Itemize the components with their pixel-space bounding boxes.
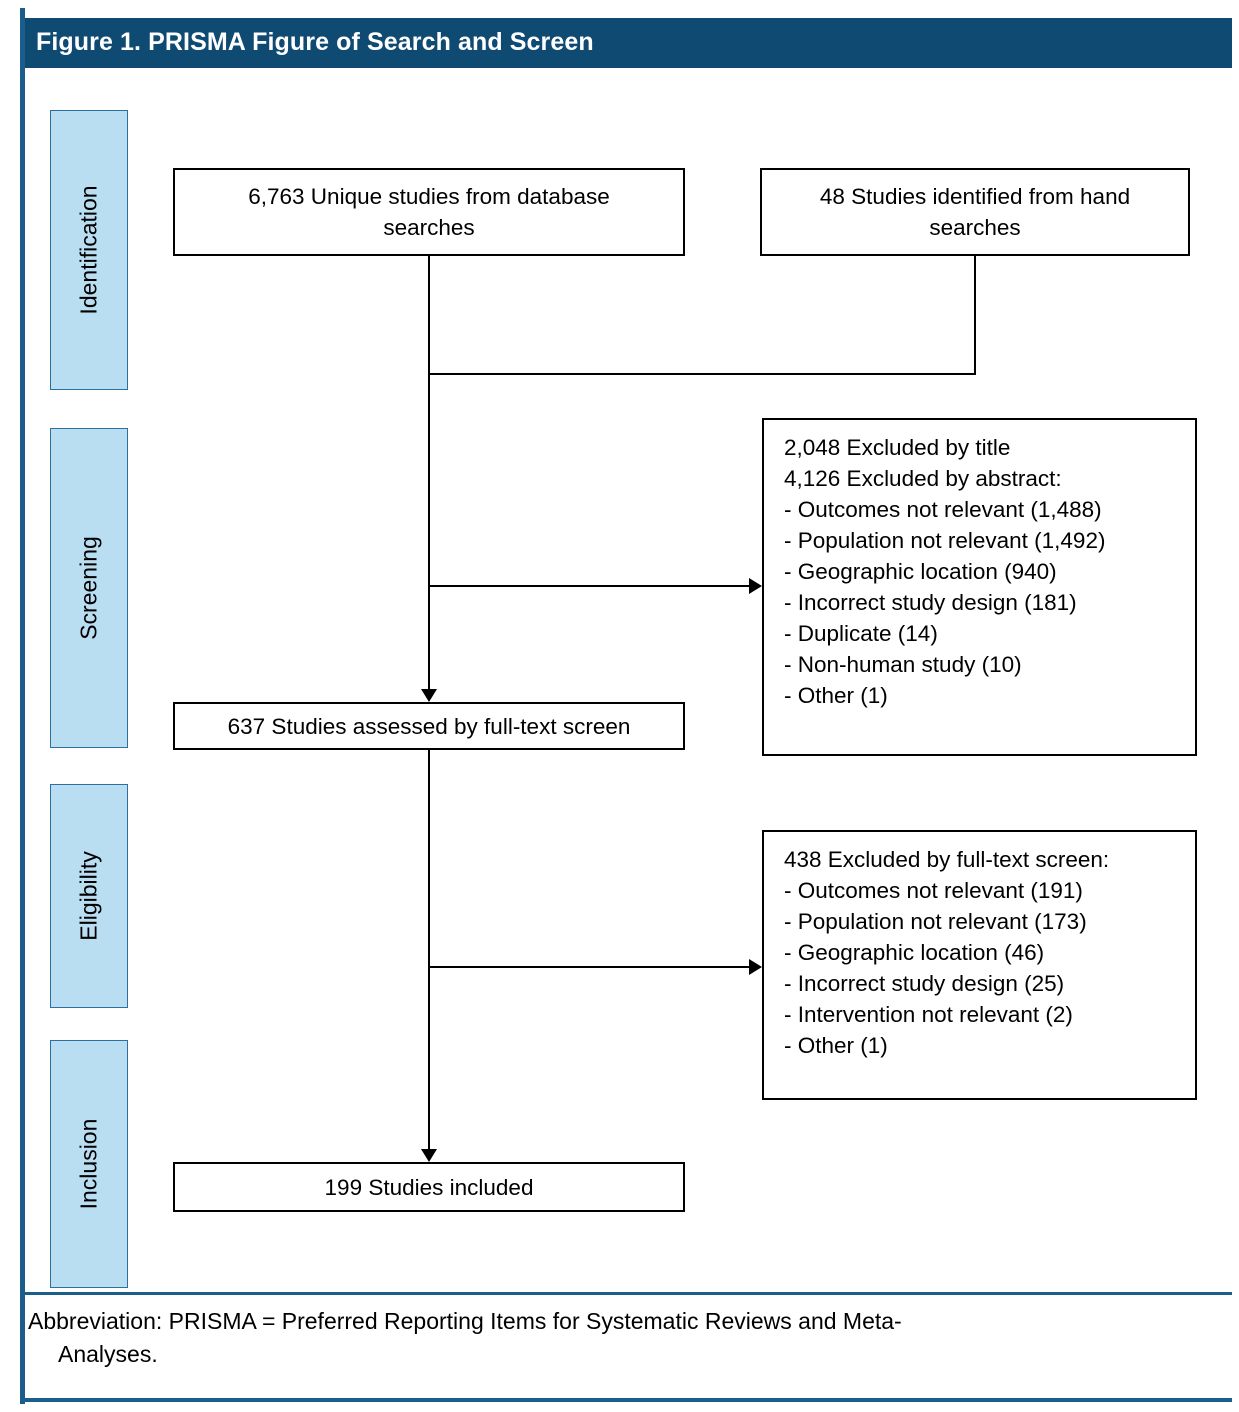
node-hand-searches xyxy=(760,168,1190,256)
stage-label-eligibility xyxy=(50,784,128,1008)
connector-hand-search-down xyxy=(974,256,976,374)
excluded-fulltext-line-1: 438 Excluded by full-text screen: xyxy=(784,847,1110,872)
node-database-searches-line2: searches xyxy=(383,215,475,240)
node-hand-searches-line1: 48 Studies identified from hand xyxy=(819,184,1131,209)
node-excluded-by-fulltext xyxy=(762,830,1197,1100)
figure-title: Figure 1. PRISMA Figure of Search and Screen xyxy=(36,28,594,56)
figure-title-bar xyxy=(25,18,1232,68)
excluded-fulltext-line-2: - Outcomes not relevant (191) xyxy=(784,878,1083,903)
stage-label-inclusion-text: Inclusion xyxy=(75,1118,102,1210)
excluded-abstract-line-2: 4,126 Excluded by abstract: xyxy=(784,466,1062,491)
connector-spine-to-excluded-abstract xyxy=(429,585,749,587)
connector-hand-search-to-spine xyxy=(428,373,976,375)
footnote-line-2: Analyses. xyxy=(58,1341,158,1367)
node-database-searches-line1: 6,763 Unique studies from database xyxy=(248,184,610,209)
excluded-fulltext-line-4: - Geographic location (46) xyxy=(784,940,1045,965)
arrowhead-to-excluded-fulltext xyxy=(749,959,762,975)
connector-spine-to-excluded-fulltext xyxy=(429,966,749,968)
footnote xyxy=(28,1305,1208,1371)
left-frame-rule xyxy=(20,8,25,1404)
excluded-abstract-line-3: - Outcomes not relevant (1,488) xyxy=(784,497,1102,522)
excluded-abstract-line-4: - Population not relevant (1,492) xyxy=(784,528,1106,553)
connector-main-spine-lower xyxy=(428,750,430,1149)
node-database-searches xyxy=(173,168,685,256)
node-fulltext-assessed-text: 637 Studies assessed by full-text screen xyxy=(227,713,631,739)
stage-label-screening xyxy=(50,428,128,748)
excluded-abstract-line-5: - Geographic location (940) xyxy=(784,559,1057,584)
stage-label-identification-text: Identification xyxy=(75,185,102,315)
node-hand-searches-line2: searches xyxy=(929,215,1021,240)
excluded-fulltext-line-3: - Population not relevant (173) xyxy=(784,909,1087,934)
arrowhead-to-fulltext xyxy=(421,689,437,702)
bottom-frame-rule xyxy=(25,1398,1232,1402)
arrowhead-to-included xyxy=(421,1149,437,1162)
stage-label-identification xyxy=(50,110,128,390)
node-studies-included xyxy=(173,1162,685,1212)
stage-label-screening-text: Screening xyxy=(75,536,102,640)
connector-main-spine-upper xyxy=(428,256,430,689)
excluded-fulltext-line-6: - Intervention not relevant (2) xyxy=(784,1002,1073,1027)
node-excluded-by-title-abstract xyxy=(762,418,1197,756)
node-studies-included-text: 199 Studies included xyxy=(324,1174,534,1200)
arrowhead-to-excluded-abstract xyxy=(749,578,762,594)
excluded-abstract-line-7: - Duplicate (14) xyxy=(784,621,938,646)
excluded-fulltext-line-7: - Other (1) xyxy=(784,1033,888,1058)
excluded-fulltext-line-5: - Incorrect study design (25) xyxy=(784,971,1065,996)
stage-label-inclusion xyxy=(50,1040,128,1288)
excluded-abstract-line-1: 2,048 Excluded by title xyxy=(784,435,1011,460)
stage-label-eligibility-text: Eligibility xyxy=(75,851,102,941)
footnote-line-1: Abbreviation: PRISMA = Preferred Reporting Items for Systematic Reviews and Meta- xyxy=(28,1308,902,1334)
excluded-abstract-line-8: - Non-human study (10) xyxy=(784,652,1022,677)
excluded-abstract-line-9: - Other (1) xyxy=(784,683,888,708)
footnote-divider xyxy=(25,1292,1232,1295)
node-fulltext-assessed xyxy=(173,702,685,750)
excluded-abstract-line-6: - Incorrect study design (181) xyxy=(784,590,1077,615)
